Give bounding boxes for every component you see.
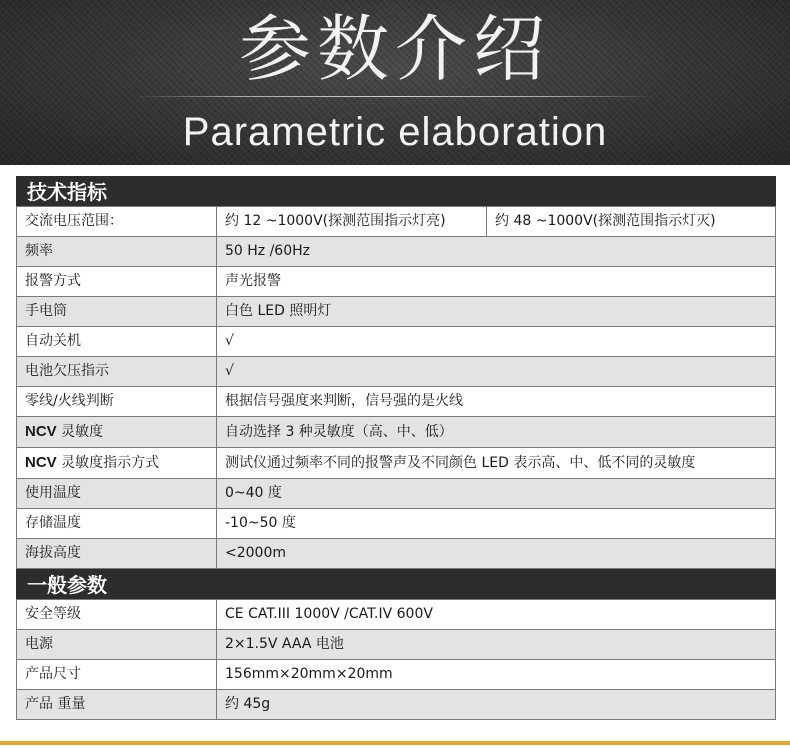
row-label: 手电筒: [17, 297, 217, 327]
row-value: -10~50 度: [217, 509, 776, 539]
page-title-en: Parametric elaboration: [182, 110, 608, 154]
row-value: 测试仪通过频率不同的报警声及不同颜色 LED 表示高、中、低不同的灵敏度: [217, 448, 776, 479]
table-row: [17, 690, 776, 720]
row-label: 存储温度: [17, 509, 217, 539]
row-label: 海拔高度: [17, 539, 217, 569]
table-row: [17, 600, 776, 630]
row-label: 产品尺寸: [17, 660, 217, 690]
table-row: [17, 448, 776, 479]
row-label: 产品 重量: [17, 690, 217, 720]
row-label: 报警方式: [17, 267, 217, 297]
general-spec-table: [16, 599, 776, 720]
header-divider: [135, 96, 655, 97]
page-header: [0, 0, 790, 165]
ncv-label: NCV: [25, 423, 57, 440]
row-value: 约 12 ~1000V(探测范围指示灯亮): [217, 207, 487, 237]
accent-bottom-line: [0, 741, 790, 745]
row-label: [17, 417, 217, 448]
technical-spec-table: [16, 206, 776, 569]
row-label: 电池欠压指示: [17, 357, 217, 387]
row-label: 自动关机: [17, 327, 217, 357]
row-label: 使用温度: [17, 479, 217, 509]
table-row: [17, 267, 776, 297]
row-value: 根据信号强度来判断，信号强的是火线: [217, 387, 776, 417]
row-label-rest: 灵敏度指示方式: [56, 455, 160, 471]
row-value: 156mm×20mm×20mm: [217, 660, 776, 690]
row-label: 交流电压范围：: [17, 207, 217, 237]
table-row: [17, 417, 776, 448]
spec-tables: [16, 176, 776, 720]
row-value: 约 45g: [217, 690, 776, 720]
row-label-rest: 灵敏度: [56, 424, 104, 440]
table-row: [17, 630, 776, 660]
row-value: <2000m: [217, 539, 776, 569]
section-title-general: 一般参数: [16, 569, 776, 599]
table-row: [17, 479, 776, 509]
ncv-label: NCV: [25, 454, 57, 471]
section-title-technical: 技术指标: [16, 176, 776, 206]
table-row: [17, 539, 776, 569]
row-value: 白色 LED 照明灯: [217, 297, 776, 327]
row-value: 50 Hz /60Hz: [217, 237, 776, 267]
table-row: [17, 327, 776, 357]
row-label: 安全等级: [17, 600, 217, 630]
table-row: [17, 509, 776, 539]
table-row: [17, 297, 776, 327]
row-label: 零线/火线判断: [17, 387, 217, 417]
row-value: 自动选择 3 种灵敏度（高、中、低）: [217, 417, 776, 448]
table-row: [17, 237, 776, 267]
row-value: √: [217, 327, 776, 357]
table-row-voltage: [17, 207, 776, 237]
row-value: 2×1.5V AAA 电池: [217, 630, 776, 660]
row-value: CE CAT.III 1000V /CAT.IV 600V: [217, 600, 776, 630]
table-row: [17, 660, 776, 690]
table-row: [17, 357, 776, 387]
row-value: 约 48 ~1000V(探测范围指示灯灭): [487, 207, 776, 237]
row-label: 频率: [17, 237, 217, 267]
row-value: 声光报警: [217, 267, 776, 297]
table-row: [17, 387, 776, 417]
row-value: 0~40 度: [217, 479, 776, 509]
page-title-cn: 参数介绍: [238, 7, 551, 91]
row-label: 电源: [17, 630, 217, 660]
row-value: √: [217, 357, 776, 387]
row-label: [17, 448, 217, 479]
